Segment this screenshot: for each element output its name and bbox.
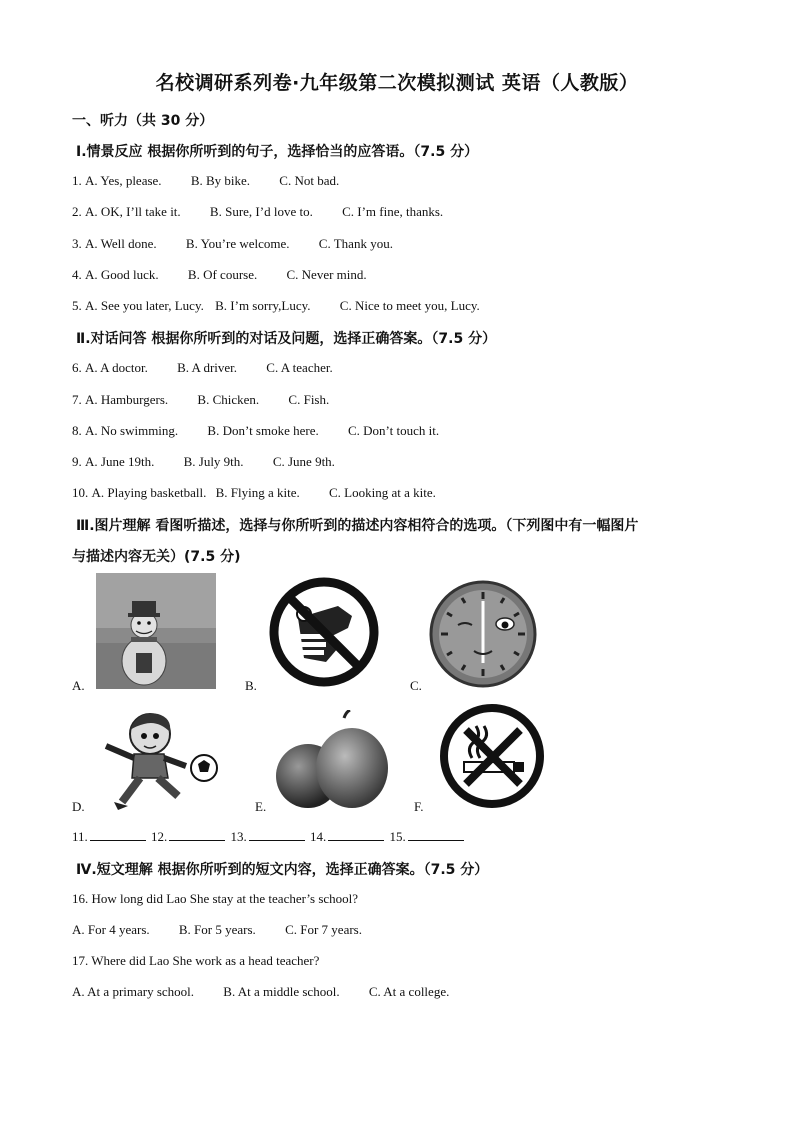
blank-label: 15. xyxy=(389,829,406,844)
option-b: B. Flying a kite. xyxy=(215,485,300,500)
question-number: 2. xyxy=(72,204,82,219)
question-number: 1. xyxy=(72,173,82,188)
option-b: B. Sure, I’d love to. xyxy=(209,204,313,219)
sec4-heading: Ⅳ.短文理解 根据你所听到的短文内容，选择正确答案。（7.5 分） xyxy=(76,862,489,878)
option-c: C. Don’t touch it. xyxy=(348,423,440,438)
question-6 xyxy=(72,360,333,376)
question-number: 3. xyxy=(72,236,82,251)
question-number: 7. xyxy=(72,392,82,407)
question-4 xyxy=(72,267,367,283)
question-16-options xyxy=(72,922,362,938)
blank-label: 14. xyxy=(310,829,327,844)
option-c: C. Not bad. xyxy=(279,173,340,188)
option-a: A. Well done. xyxy=(85,236,157,251)
option-a: A. Yes, please. xyxy=(85,173,162,188)
option-b: B. Don’t smoke here. xyxy=(207,423,319,438)
answer-blanks-row xyxy=(72,829,466,845)
picture-label-a: A. xyxy=(72,678,85,693)
part1-heading: 一、听力（共 30 分） xyxy=(72,113,214,129)
option-a: A. See you later, Lucy. xyxy=(85,298,204,313)
option-c: C. I’m fine, thanks. xyxy=(342,204,444,219)
question-number: 5. xyxy=(72,298,82,313)
question-10 xyxy=(72,485,436,501)
answer-blank-15[interactable] xyxy=(408,830,464,841)
option-b: B. Chicken. xyxy=(197,392,260,407)
blank-label: 13. xyxy=(230,829,247,844)
picture-label-c: C. xyxy=(410,678,422,693)
answer-blank-14[interactable] xyxy=(328,830,384,841)
question-3 xyxy=(72,236,393,252)
question-9 xyxy=(72,454,335,470)
option-c: C. At a college. xyxy=(368,984,450,999)
question-number: 10. xyxy=(72,485,89,500)
question-number: 8. xyxy=(72,423,82,438)
picture-label-d: D. xyxy=(72,799,85,814)
picture-label-f: F. xyxy=(414,799,424,814)
option-a: A. No swimming. xyxy=(85,423,179,438)
clock-picture xyxy=(428,579,538,689)
question-17-options xyxy=(72,984,449,1000)
picture-label-e: E. xyxy=(255,799,267,814)
question-number: 9. xyxy=(72,454,82,469)
sec3-heading-line1: Ⅲ.图片理解 看图听描述，选择与你所听到的描述内容相符合的选项。（下列图中有一幅图片 xyxy=(76,518,639,534)
sec3-heading-line2: 与描述内容无关）(7.5 分) xyxy=(72,549,241,565)
option-c: C. Nice to meet you, Lucy. xyxy=(339,298,480,313)
question-8 xyxy=(72,423,439,439)
option-a: A. June 19th. xyxy=(85,454,155,469)
blank-label: 11. xyxy=(72,829,88,844)
question-number: 4. xyxy=(72,267,82,282)
option-b: B. By bike. xyxy=(190,173,251,188)
option-a: A. Hamburgers. xyxy=(85,392,169,407)
option-c: C. Looking at a kite. xyxy=(328,485,436,500)
question-16: 16. How long did Lao She stay at the teacher’s school? xyxy=(72,891,359,906)
option-b: B. Of course. xyxy=(187,267,258,282)
question-number: 6. xyxy=(72,360,82,375)
question-1 xyxy=(72,173,339,189)
option-a: A. A doctor. xyxy=(85,360,148,375)
football-boy-picture xyxy=(92,706,224,812)
question-2 xyxy=(72,204,443,220)
option-b: B. July 9th. xyxy=(183,454,244,469)
answer-blank-11[interactable] xyxy=(90,830,146,841)
option-b: B. At a middle school. xyxy=(223,984,340,999)
question-5 xyxy=(72,298,480,314)
answer-blank-12[interactable] xyxy=(169,830,225,841)
picture-label-b: B. xyxy=(245,678,257,693)
option-b: B. I’m sorry,Lucy. xyxy=(215,298,311,313)
option-a: A. For 4 years. xyxy=(72,922,150,937)
no-touching-sign xyxy=(268,576,380,688)
option-c: C. Fish. xyxy=(288,392,330,407)
option-a: A. Playing basketball. xyxy=(91,485,207,500)
snowman-picture xyxy=(96,573,216,689)
option-b: B. For 5 years. xyxy=(178,922,256,937)
option-a: A. OK, I’ll take it. xyxy=(85,204,181,219)
option-c: C. Never mind. xyxy=(286,267,367,282)
question-17: 17. Where did Lao She work as a head teacher? xyxy=(72,953,320,968)
sec1-heading: Ⅰ.情景反应 根据你所听到的句子，选择恰当的应答语。（7.5 分） xyxy=(76,144,479,160)
option-a: A. Good luck. xyxy=(85,267,159,282)
option-c: C. June 9th. xyxy=(272,454,335,469)
option-b: B. You’re welcome. xyxy=(185,236,290,251)
blank-label: 12. xyxy=(151,829,168,844)
no-smoking-sign xyxy=(438,702,546,810)
apples-picture xyxy=(272,710,392,812)
option-c: C. Thank you. xyxy=(318,236,393,251)
question-7 xyxy=(72,392,329,408)
sec2-heading: Ⅱ.对话问答 根据你所听到的对话及问题，选择正确答案。（7.5 分） xyxy=(76,331,497,347)
option-b: B. A driver. xyxy=(177,360,238,375)
page-title: 名校调研系列卷·九年级第二次模拟测试 英语（人教版） xyxy=(155,72,639,94)
option-a: A. At a primary school. xyxy=(72,984,195,999)
option-c: C. A teacher. xyxy=(266,360,333,375)
answer-blank-13[interactable] xyxy=(249,830,305,841)
option-c: C. For 7 years. xyxy=(285,922,362,937)
